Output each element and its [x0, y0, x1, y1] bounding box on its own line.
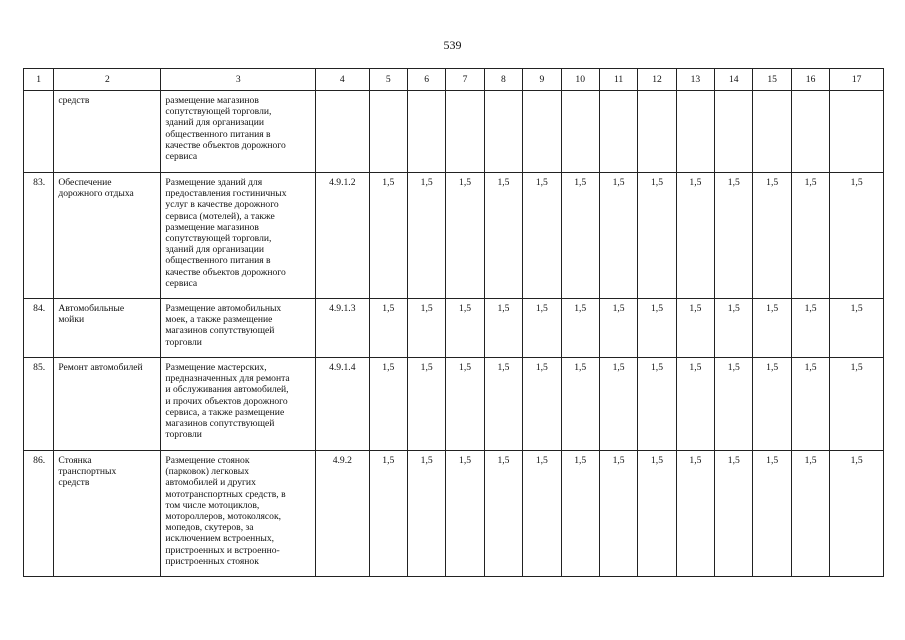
- value-cell: 1,5: [561, 173, 599, 299]
- use-type-name-cell: Стоянка транспортных средств: [54, 451, 161, 577]
- value-cell: 1,5: [830, 451, 884, 577]
- column-header: 12: [638, 69, 676, 91]
- row-number-cell: 86.: [24, 451, 54, 577]
- value-cell: 1,5: [715, 358, 753, 451]
- value-cell: 1,5: [599, 173, 637, 299]
- value-cell: 1,5: [791, 173, 829, 299]
- value-cell: [753, 91, 791, 173]
- use-type-name-cell: Ремонт автомобилей: [54, 358, 161, 451]
- column-header: 5: [369, 69, 407, 91]
- column-header: 7: [446, 69, 484, 91]
- value-cell: 1,5: [407, 173, 445, 299]
- value-cell: [715, 91, 753, 173]
- value-cell: [676, 91, 714, 173]
- column-header: 6: [407, 69, 445, 91]
- row-number-cell: 83.: [24, 173, 54, 299]
- column-header: 2: [54, 69, 161, 91]
- value-cell: 1,5: [446, 299, 484, 358]
- land-use-table: [23, 68, 884, 577]
- row-number-cell: [24, 91, 54, 173]
- value-cell: 1,5: [523, 299, 561, 358]
- value-cell: [484, 91, 522, 173]
- value-cell: 1,5: [407, 451, 445, 577]
- use-type-description-cell: Размещение стоянок (парковок) легковых автомобилей и других мототранспортных средств, в том числе мотоциклов, мотороллеров, мотоколясок, мопедов, скутеров, за исключением встроенных, пристроенных и встроенно- пристроенных стоянок: [161, 451, 316, 577]
- value-cell: 1,5: [638, 299, 676, 358]
- value-cell: 1,5: [484, 299, 522, 358]
- table-row: [24, 91, 884, 173]
- value-cell: [561, 91, 599, 173]
- column-header: 16: [791, 69, 829, 91]
- value-cell: 1,5: [638, 173, 676, 299]
- value-cell: 1,5: [369, 451, 407, 577]
- classifier-code-cell: 4.9.1.2: [316, 173, 370, 299]
- value-cell: 1,5: [830, 173, 884, 299]
- value-cell: [369, 91, 407, 173]
- value-cell: 1,5: [446, 173, 484, 299]
- classifier-code-cell: [316, 91, 370, 173]
- use-type-description-cell: Размещение мастерских, предназначенных для ремонта и обслуживания автомобилей, и прочих объектов дорожного сервиса, а также размещение магазинов сопутствующей торговли: [161, 358, 316, 451]
- value-cell: 1,5: [599, 358, 637, 451]
- column-header: 9: [523, 69, 561, 91]
- table-row: [24, 451, 884, 577]
- column-header: 8: [484, 69, 522, 91]
- value-cell: 1,5: [676, 173, 714, 299]
- value-cell: [599, 91, 637, 173]
- use-type-name-cell: Автомобильные мойки: [54, 299, 161, 358]
- value-cell: 1,5: [715, 451, 753, 577]
- table-row: [24, 173, 884, 299]
- value-cell: [791, 91, 829, 173]
- value-cell: 1,5: [523, 173, 561, 299]
- header-row: [24, 69, 884, 91]
- value-cell: 1,5: [369, 173, 407, 299]
- value-cell: 1,5: [523, 358, 561, 451]
- value-cell: 1,5: [676, 451, 714, 577]
- value-cell: [407, 91, 445, 173]
- value-cell: [446, 91, 484, 173]
- value-cell: 1,5: [446, 358, 484, 451]
- value-cell: 1,5: [484, 358, 522, 451]
- use-type-name-cell: Обеспечение дорожного отдыха: [54, 173, 161, 299]
- column-header: 3: [161, 69, 316, 91]
- column-header: 11: [599, 69, 637, 91]
- column-header: 17: [830, 69, 884, 91]
- value-cell: 1,5: [484, 173, 522, 299]
- value-cell: 1,5: [753, 358, 791, 451]
- value-cell: 1,5: [638, 358, 676, 451]
- row-number-cell: 85.: [24, 358, 54, 451]
- value-cell: 1,5: [407, 299, 445, 358]
- value-cell: 1,5: [369, 299, 407, 358]
- use-type-description-cell: Размещение зданий для предоставления гостиничных услуг в качестве дорожного сервиса (мотелей), а также размещение магазинов сопутствующей торговли, зданий для организации общественного питания в качестве объектов дорожного сервиса: [161, 173, 316, 299]
- value-cell: [830, 91, 884, 173]
- value-cell: 1,5: [561, 299, 599, 358]
- classifier-code-cell: 4.9.1.4: [316, 358, 370, 451]
- use-type-description-cell: размещение магазинов сопутствующей торговли, зданий для организации общественного питания в качестве объектов дорожного сервиса: [161, 91, 316, 173]
- use-type-name-cell: средств: [54, 91, 161, 173]
- value-cell: 1,5: [599, 451, 637, 577]
- value-cell: 1,5: [599, 299, 637, 358]
- column-header: 10: [561, 69, 599, 91]
- classifier-code-cell: 4.9.2: [316, 451, 370, 577]
- value-cell: 1,5: [446, 451, 484, 577]
- value-cell: 1,5: [484, 451, 522, 577]
- page-number: 539: [443, 38, 462, 52]
- value-cell: 1,5: [715, 173, 753, 299]
- value-cell: 1,5: [561, 358, 599, 451]
- column-header: 15: [753, 69, 791, 91]
- value-cell: 1,5: [676, 358, 714, 451]
- value-cell: 1,5: [676, 299, 714, 358]
- value-cell: 1,5: [753, 451, 791, 577]
- use-type-description-cell: Размещение автомобильных моек, а также размещение магазинов сопутствующей торговли: [161, 299, 316, 358]
- value-cell: 1,5: [753, 173, 791, 299]
- value-cell: 1,5: [523, 451, 561, 577]
- classifier-code-cell: 4.9.1.3: [316, 299, 370, 358]
- value-cell: 1,5: [715, 299, 753, 358]
- value-cell: 1,5: [638, 451, 676, 577]
- value-cell: 1,5: [753, 299, 791, 358]
- column-header: 1: [24, 69, 54, 91]
- value-cell: [523, 91, 561, 173]
- value-cell: [638, 91, 676, 173]
- row-number-cell: 84.: [24, 299, 54, 358]
- value-cell: 1,5: [791, 299, 829, 358]
- value-cell: 1,5: [791, 451, 829, 577]
- value-cell: 1,5: [830, 299, 884, 358]
- column-header: 14: [715, 69, 753, 91]
- table-row: [24, 299, 884, 358]
- value-cell: 1,5: [407, 358, 445, 451]
- column-header: 13: [676, 69, 714, 91]
- value-cell: 1,5: [830, 358, 884, 451]
- column-header: 4: [316, 69, 370, 91]
- value-cell: 1,5: [561, 451, 599, 577]
- value-cell: 1,5: [791, 358, 829, 451]
- table-row: [24, 358, 884, 451]
- value-cell: 1,5: [369, 358, 407, 451]
